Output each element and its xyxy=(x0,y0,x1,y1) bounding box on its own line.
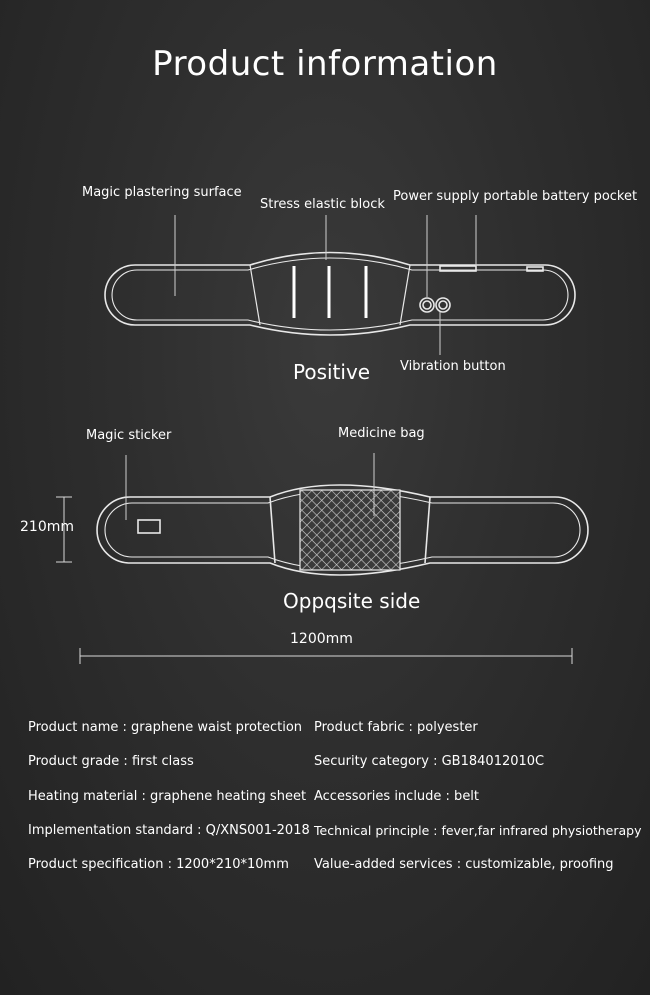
vibration-button-2 xyxy=(436,298,450,312)
spec-security-category: Security category : GB184012010C xyxy=(314,754,545,769)
stress-block-label: Stress elastic block xyxy=(260,197,385,212)
battery-pocket-label: Power supply portable battery pocket xyxy=(393,189,638,204)
height-dimension-label: 210mm xyxy=(20,519,74,535)
spec-product-name: Product name : graphene waist protection xyxy=(28,720,303,735)
magic-sticker-label: Magic sticker xyxy=(86,428,172,443)
width-dimension-label: 1200mm xyxy=(290,631,353,647)
positive-side-title: Positive xyxy=(293,360,371,384)
spec-accessories: Accessories include : belt xyxy=(314,789,480,804)
spec-value-added-services: Value-added services : customizable, proofing xyxy=(314,857,614,872)
vibration-label: Vibration button xyxy=(400,359,506,374)
medicine-bag-label: Medicine bag xyxy=(338,426,425,441)
stress-bars xyxy=(294,266,366,318)
spec-product-grade: Product grade : first class xyxy=(28,754,194,769)
vibration-button-1 xyxy=(420,298,434,312)
spec-implementation-standard: Implementation standard : Q/XNS001-2018 xyxy=(28,823,310,838)
battery-pocket-shape xyxy=(440,266,476,271)
spec-product-fabric: Product fabric : polyester xyxy=(314,720,478,735)
front-belt-inner xyxy=(112,258,568,330)
spec-product-specification: Product specification : 1200*210*10mm xyxy=(28,857,289,872)
spec-heating-material: Heating material : graphene heating sheet xyxy=(28,789,307,804)
magic-plastering-label: Magic plastering surface xyxy=(82,185,242,200)
width-dimension xyxy=(80,648,572,664)
spec-technical-principle: Technical principle : fever,far infrared physiotherapy xyxy=(314,823,642,838)
opposite-side-title: Oppqsite side xyxy=(283,589,421,613)
medicine-bag-mesh xyxy=(300,490,400,570)
page-title: Product information xyxy=(152,44,498,84)
magic-sticker-tab xyxy=(138,520,160,533)
